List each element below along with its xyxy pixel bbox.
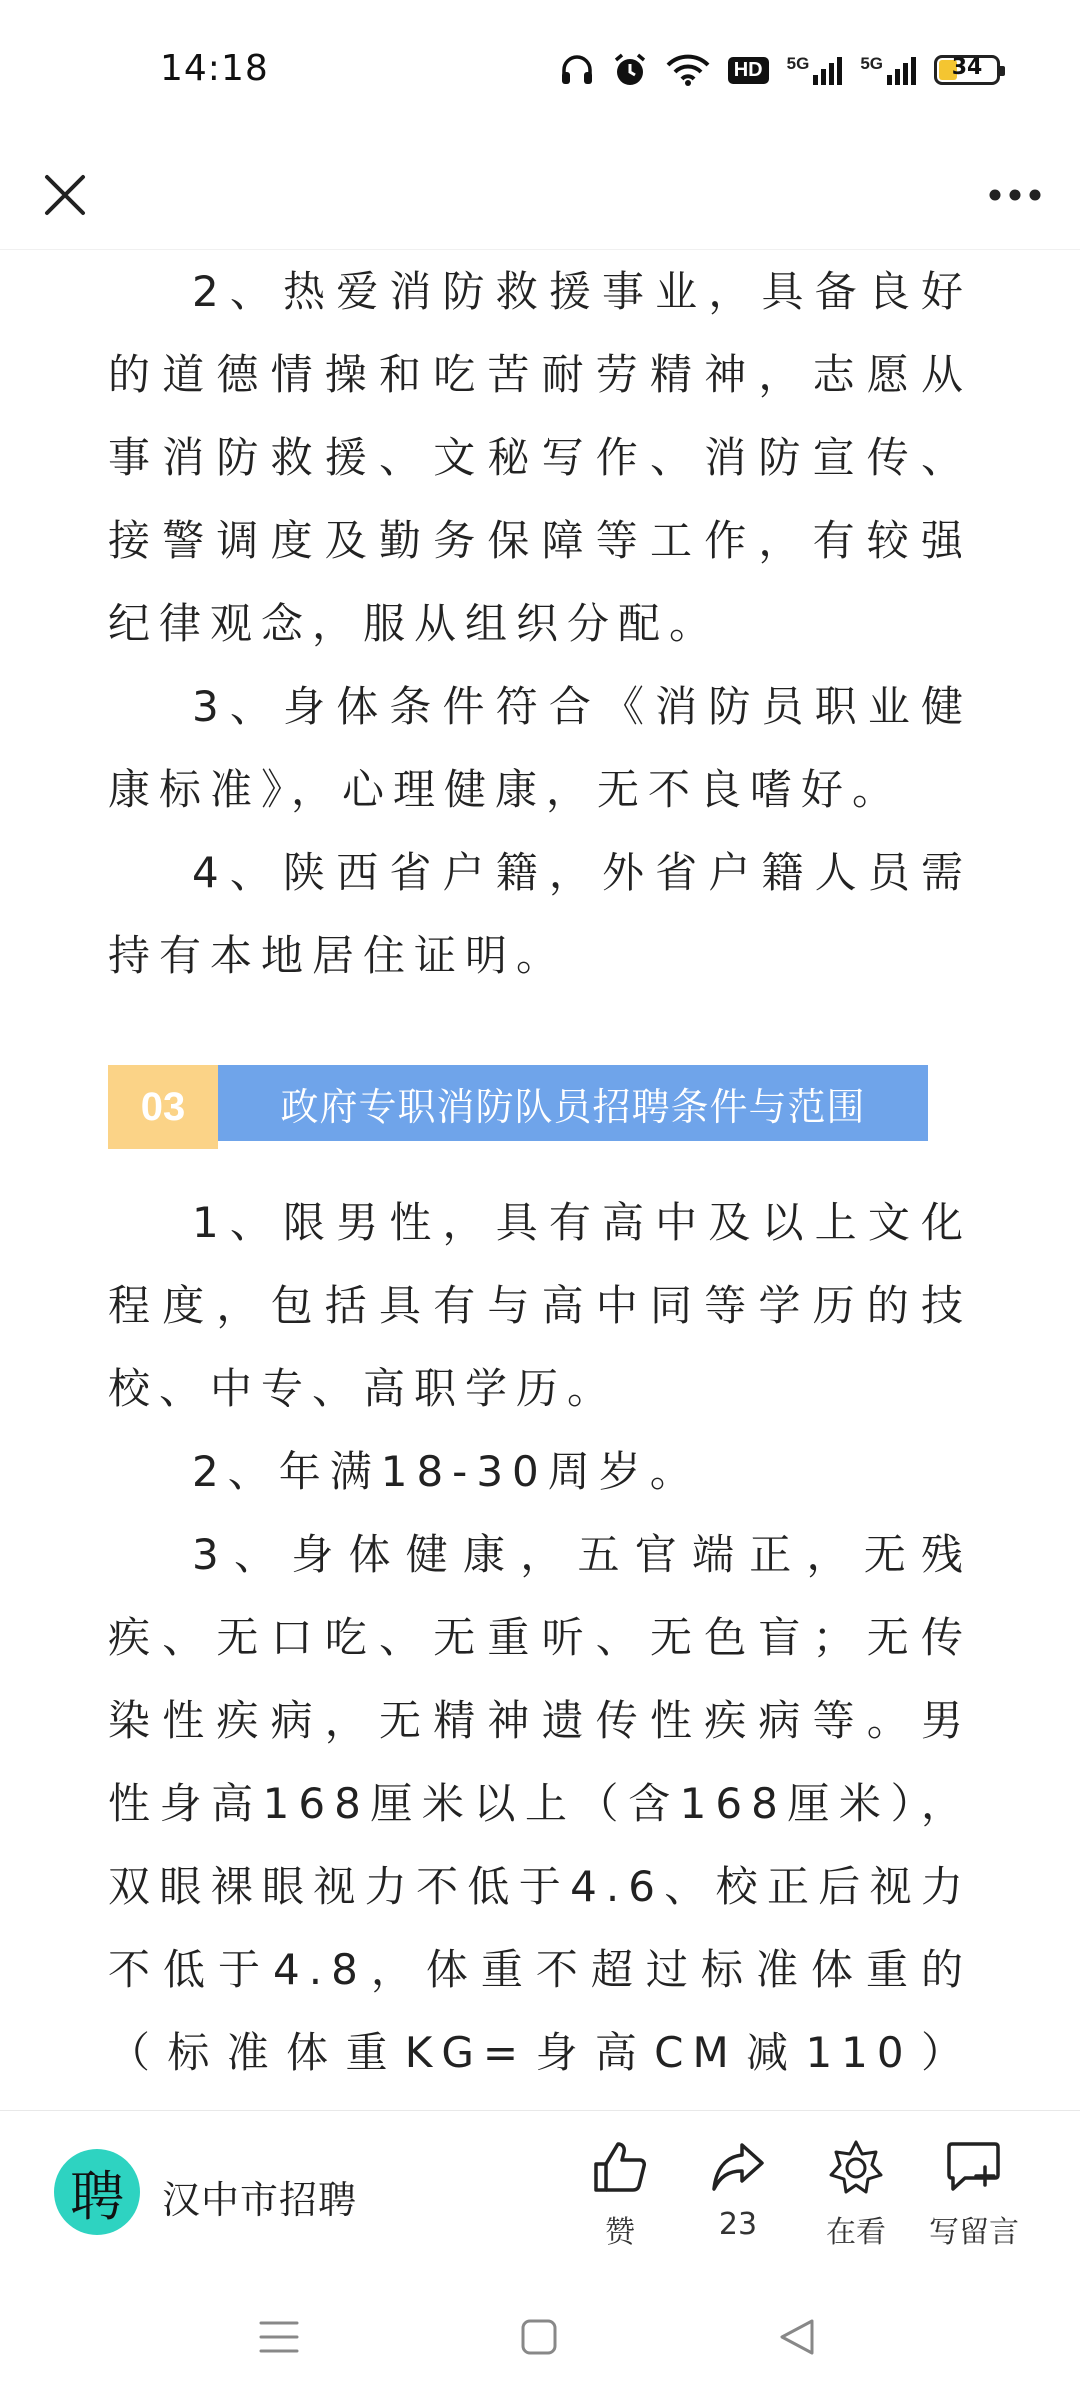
- article-paragraph: 2、年满18-30周岁。: [192, 1447, 701, 1496]
- share-icon: [706, 2137, 770, 2197]
- signal-5g-icon-2: [860, 55, 916, 85]
- account-name[interactable]: 汉中市招聘: [162, 2178, 358, 2222]
- like-label: 赞: [605, 2215, 635, 2250]
- back-icon: [778, 2317, 816, 2357]
- section-title: 政府专职消防队员招聘条件与范围: [218, 1065, 928, 1141]
- article-paragraph: 3、身体健康，五官端正，无残疾、无口吃、无重听、无色盲；无传染性疾病，无精神遗传性疾病等。男性身高168厘米以上（含168厘米），双眼裸眼视力不低于4.6、校正后视力不低于4.8，体重不超过标准体重的（标准体重KG=身高CM减110）: [108, 1530, 972, 2077]
- share-count: 23: [718, 2207, 758, 2242]
- share-button[interactable]: [678, 2137, 798, 2242]
- signal-5g-icon: [787, 55, 843, 85]
- more-icon: [988, 188, 1042, 202]
- bottom-action-bar: [0, 2110, 1080, 2270]
- section-header: [108, 1065, 928, 1149]
- network-label: 5G: [786, 54, 810, 73]
- battery-level: 34: [951, 55, 983, 80]
- wifi-icon: [666, 54, 710, 86]
- home-button[interactable]: [514, 2312, 564, 2362]
- thumbs-up-icon: [588, 2137, 652, 2197]
- article-paragraph: 1、限男性，具有高中及以上文化程度，包括具有与高中同等学历的技校、中专、高职学历。: [108, 1198, 972, 1413]
- headphones-icon: [560, 54, 594, 86]
- hd-label: HD: [728, 57, 769, 84]
- article-paragraph: 2、热爱消防救援事业，具备良好的道德情操和吃苦耐劳精神，志愿从事消防救援、文秘写作、消防宣传、接警调度及勤务保障等工作，有较强纪律观念，服从组织分配。: [108, 267, 972, 648]
- comment-label: 写留言: [929, 2215, 1019, 2250]
- battery-icon: [934, 55, 1000, 85]
- viewing-label: 在看: [826, 2215, 886, 2250]
- status-bar: [0, 0, 1080, 140]
- viewing-button[interactable]: [796, 2137, 916, 2251]
- comment-button[interactable]: [914, 2137, 1034, 2251]
- close-button[interactable]: [30, 160, 100, 230]
- back-button[interactable]: [772, 2312, 822, 2362]
- menu-button[interactable]: [254, 2312, 304, 2362]
- system-navigation-bar: [0, 2270, 1080, 2400]
- home-icon: [520, 2318, 558, 2356]
- more-button[interactable]: [980, 160, 1050, 230]
- section-gap: [108, 997, 972, 1065]
- account-avatar[interactable]: 聘: [54, 2149, 140, 2235]
- network-label-2: 5G: [860, 54, 883, 73]
- article-paragraph: 3、身体条件符合《消防员职业健康标准》，心理健康，无不良嗜好。: [108, 682, 972, 814]
- section-number: 03: [108, 1065, 218, 1149]
- like-button[interactable]: [560, 2137, 680, 2251]
- menu-icon: [259, 2319, 299, 2355]
- hd-icon: [728, 57, 769, 84]
- article-paragraph: 4、陕西省户籍，外省户籍人员需持有本地居住证明。: [108, 848, 972, 980]
- viewing-star-icon: [824, 2137, 888, 2197]
- status-time: 14:18: [160, 48, 269, 89]
- status-icons: [560, 50, 1000, 90]
- close-icon: [43, 173, 87, 217]
- alarm-icon: [612, 52, 648, 88]
- article-content: [108, 250, 972, 2110]
- top-navbar: [0, 140, 1080, 250]
- comment-add-icon: [942, 2137, 1006, 2197]
